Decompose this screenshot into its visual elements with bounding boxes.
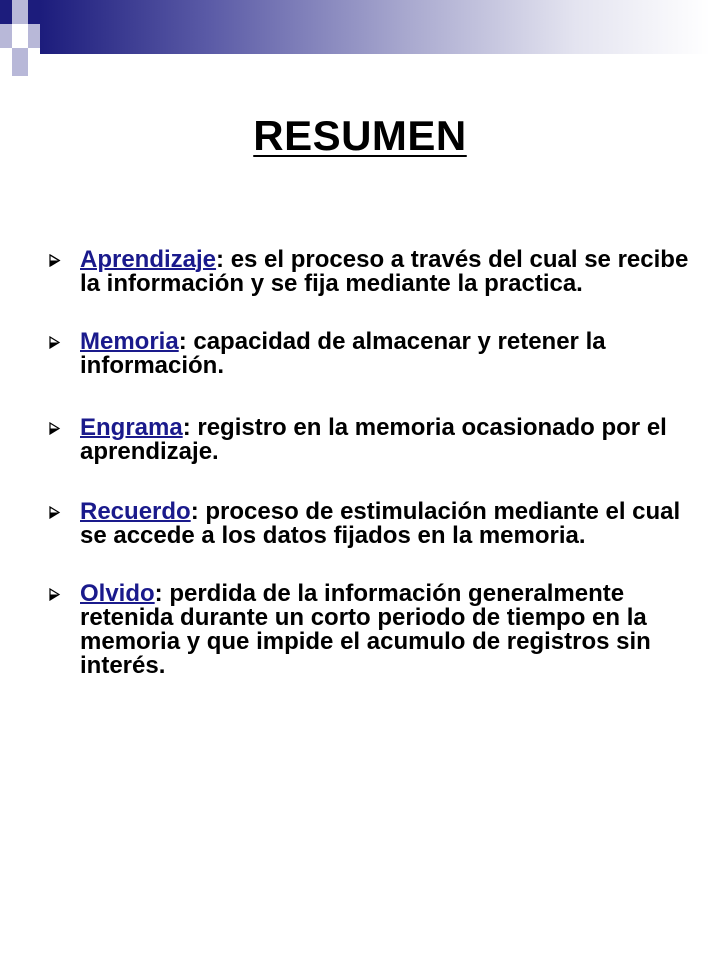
list-item bbox=[0, 248, 720, 296]
arrow-bullet-icon bbox=[48, 588, 61, 601]
arrow-bullet-icon bbox=[48, 422, 61, 435]
decor-square bbox=[28, 0, 40, 24]
definition-text: : registro en la memoria ocasionado por el aprendizaje. bbox=[80, 414, 667, 465]
header-gradient-bar bbox=[40, 0, 710, 54]
definition-text: : es el proceso a través del cual se recibe la información y se fija mediante la practica. bbox=[80, 246, 689, 297]
term-label: Recuerdo bbox=[80, 498, 191, 525]
decor-square bbox=[12, 24, 28, 48]
definition-list bbox=[0, 248, 720, 712]
decor-square bbox=[0, 24, 12, 48]
list-item bbox=[0, 330, 720, 378]
definition-text: : capacidad de almacenar y retener la información. bbox=[80, 328, 606, 379]
decor-square bbox=[28, 24, 40, 48]
term-label: Olvido bbox=[80, 580, 155, 607]
term-label: Memoria bbox=[80, 328, 179, 355]
arrow-bullet-icon bbox=[48, 254, 61, 267]
list-item bbox=[0, 416, 720, 464]
arrow-bullet-icon bbox=[48, 336, 61, 349]
term-label: Aprendizaje bbox=[80, 246, 217, 273]
slide-title: RESUMEN bbox=[253, 112, 467, 159]
arrow-bullet-icon bbox=[48, 506, 61, 519]
definition-text: : proceso de estimulación mediante el cual se accede a los datos fijados en la memoria. bbox=[80, 498, 681, 549]
list-item bbox=[0, 500, 720, 548]
decor-square bbox=[0, 0, 12, 24]
list-item bbox=[0, 582, 720, 678]
definition-text: : perdida de la información generalmente retenida durante un corto periodo de tiempo en la memoria y que impide el acumulo de registros sin interés. bbox=[80, 580, 651, 679]
term-label: Engrama bbox=[80, 414, 183, 441]
decor-square bbox=[12, 48, 28, 76]
decor-square bbox=[12, 0, 28, 24]
